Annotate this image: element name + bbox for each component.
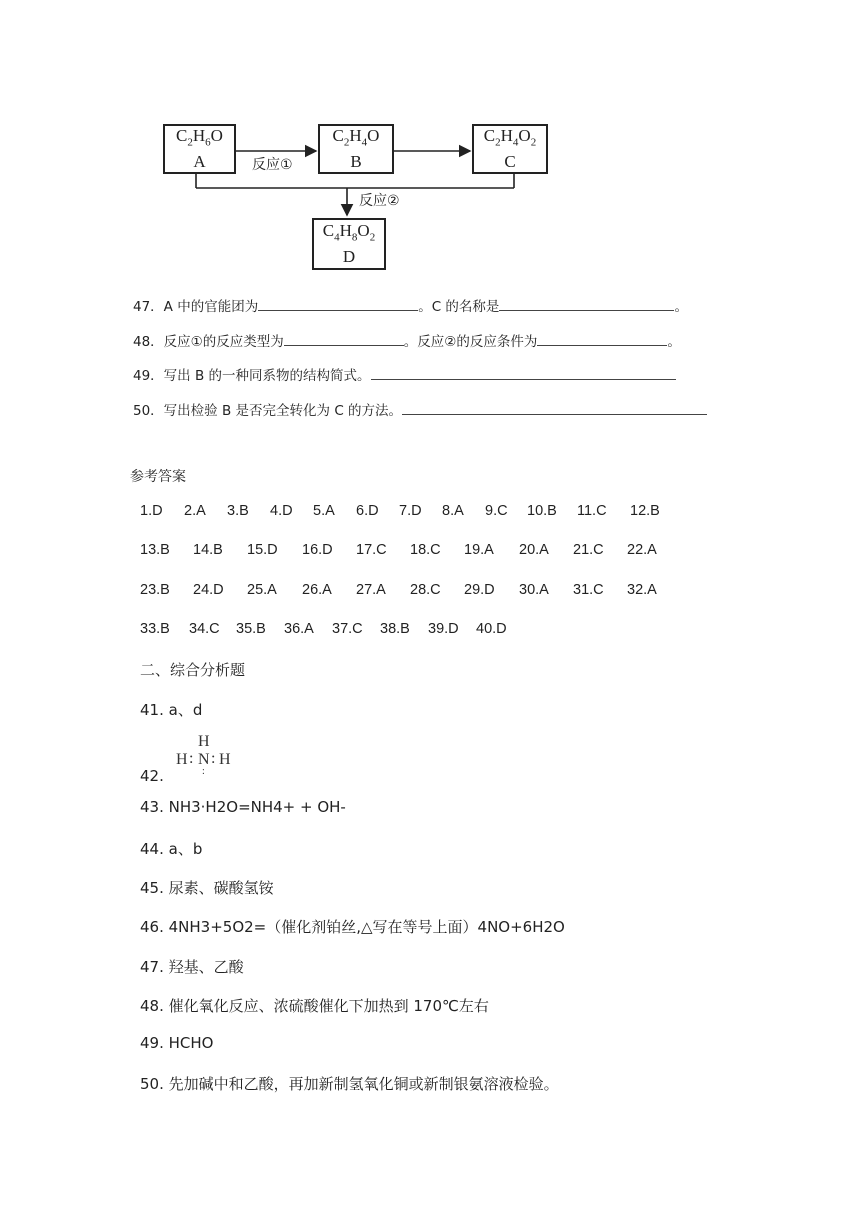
compound-box-b	[318, 124, 394, 174]
answer-item: 26.A	[302, 582, 332, 598]
answer-item: 4.D	[270, 503, 293, 519]
answer-item: 34.C	[189, 621, 220, 637]
answer-item: 12.B	[630, 503, 660, 519]
answer-45: 45. 尿素、碳酸氢铵	[140, 879, 274, 897]
answer-43: 43. NH3·H2O=NH4+ + OH-	[140, 798, 346, 816]
answer-item: 25.A	[247, 582, 277, 598]
answer-blank[interactable]	[258, 296, 418, 311]
answer-47: 47. 羟基、乙酸	[140, 958, 244, 976]
answer-item: 11.C	[577, 503, 607, 519]
compound-box-d	[312, 218, 386, 270]
answer-row-4	[140, 621, 507, 637]
answer-item: 37.C	[332, 621, 363, 637]
question-48: 48．反应①的反应类型为 。反应②的反应条件为 。	[133, 330, 681, 350]
lewis-lone-pair: :	[202, 766, 205, 777]
reaction1-label: 反应①	[252, 157, 293, 173]
lewis-h-left: H	[176, 751, 188, 768]
answer-row-1	[140, 503, 660, 519]
answer-item: 38.B	[380, 621, 410, 637]
answer-item: 18.C	[410, 542, 441, 558]
answer-item: 5.A	[313, 503, 335, 519]
answer-41: 41. a、d	[140, 701, 203, 719]
compound-box-a	[163, 124, 236, 174]
compound-formula-b: $C_2H_4O$	[332, 125, 380, 149]
answer-item: 24.D	[193, 582, 224, 598]
answer-blank[interactable]	[537, 331, 667, 346]
answer-item: 14.B	[193, 542, 223, 558]
compound-letter-d: D	[342, 247, 356, 267]
answer-item: 7.D	[399, 503, 422, 519]
answer-item: 27.A	[356, 582, 386, 598]
answer-item: 17.C	[356, 542, 387, 558]
lewis-colon-right: :	[211, 750, 216, 767]
answer-item: 21.C	[573, 542, 604, 558]
answer-row-3	[140, 582, 657, 598]
answer-item: 19.A	[464, 542, 494, 558]
answer-item: 40.D	[476, 621, 507, 637]
answers-title: 参考答案	[130, 469, 186, 485]
answer-item: 22.A	[627, 542, 657, 558]
compound-formula-d: $C_4H_8O_2$	[322, 220, 376, 244]
answer-44: 44. a、b	[140, 840, 203, 858]
answer-item: 32.A	[627, 582, 657, 598]
answer-item: 30.A	[519, 582, 549, 598]
question-47: 47．A 中的官能团为 。C 的名称是 。	[133, 295, 688, 315]
answer-blank[interactable]	[402, 400, 707, 415]
compound-letter-c: C	[504, 152, 516, 172]
answer-item: 28.C	[410, 582, 441, 598]
answer-blank[interactable]	[284, 331, 404, 346]
answer-49: 49. HCHO	[140, 1034, 214, 1052]
lewis-h-right: H	[219, 751, 231, 768]
answer-50: 50. 先加碱中和乙酸，再加新制氢氧化铜或新制银氨溶液检验。	[140, 1075, 559, 1093]
answer-item: 29.D	[464, 582, 495, 598]
answer-item: 39.D	[428, 621, 459, 637]
ammonia-lewis-structure	[176, 733, 236, 779]
answer-item: 36.A	[284, 621, 314, 637]
answer-item: 16.D	[302, 542, 333, 558]
lewis-h-top: H	[198, 733, 210, 750]
lewis-colon-left: :	[189, 750, 194, 767]
answer-item: 31.C	[573, 582, 604, 598]
answer-row-2	[140, 542, 657, 558]
answer-blank[interactable]	[499, 296, 674, 311]
answer-item: 35.B	[236, 621, 266, 637]
answer-item: 33.B	[140, 621, 170, 637]
answer-item: 3.B	[227, 503, 249, 519]
section2-title: 二、综合分析题	[140, 661, 246, 679]
answer-item: 8.A	[442, 503, 464, 519]
answer-item: 20.A	[519, 542, 549, 558]
answer-blank[interactable]	[371, 365, 676, 380]
answer-item: 1.D	[140, 503, 163, 519]
compound-letter-b: B	[350, 152, 362, 172]
compound-formula-a: $C_2H_6O$	[176, 125, 223, 149]
compound-formula-c: $C_2H_4O_2$	[483, 125, 537, 149]
answer-item: 2.A	[184, 503, 206, 519]
answer-item: 10.B	[527, 503, 557, 519]
answer-48: 48. 催化氧化反应、浓硫酸催化下加热到 170℃左右	[140, 997, 489, 1015]
answer-item: 6.D	[356, 503, 379, 519]
answer-item: 23.B	[140, 582, 170, 598]
diagram-arrows	[0, 0, 865, 280]
answer-item: 15.D	[247, 542, 278, 558]
question-49: 49．写出 B 的一种同系物的结构简式。	[133, 364, 676, 384]
answer-46: 46. 4NH3+5O2=（催化剂铂丝,△写在等号上面）4NO+6H2O	[140, 918, 565, 936]
answer-item: 9.C	[485, 503, 508, 519]
answer-42-label: 42.	[140, 767, 164, 785]
compound-letter-a: A	[193, 152, 206, 172]
lewis-n: N	[198, 751, 210, 768]
compound-box-c	[472, 124, 548, 174]
reaction2-label: 反应②	[359, 193, 400, 209]
answer-item: 13.B	[140, 542, 170, 558]
question-50: 50．写出检验 B 是否完全转化为 C 的方法。	[133, 399, 707, 419]
